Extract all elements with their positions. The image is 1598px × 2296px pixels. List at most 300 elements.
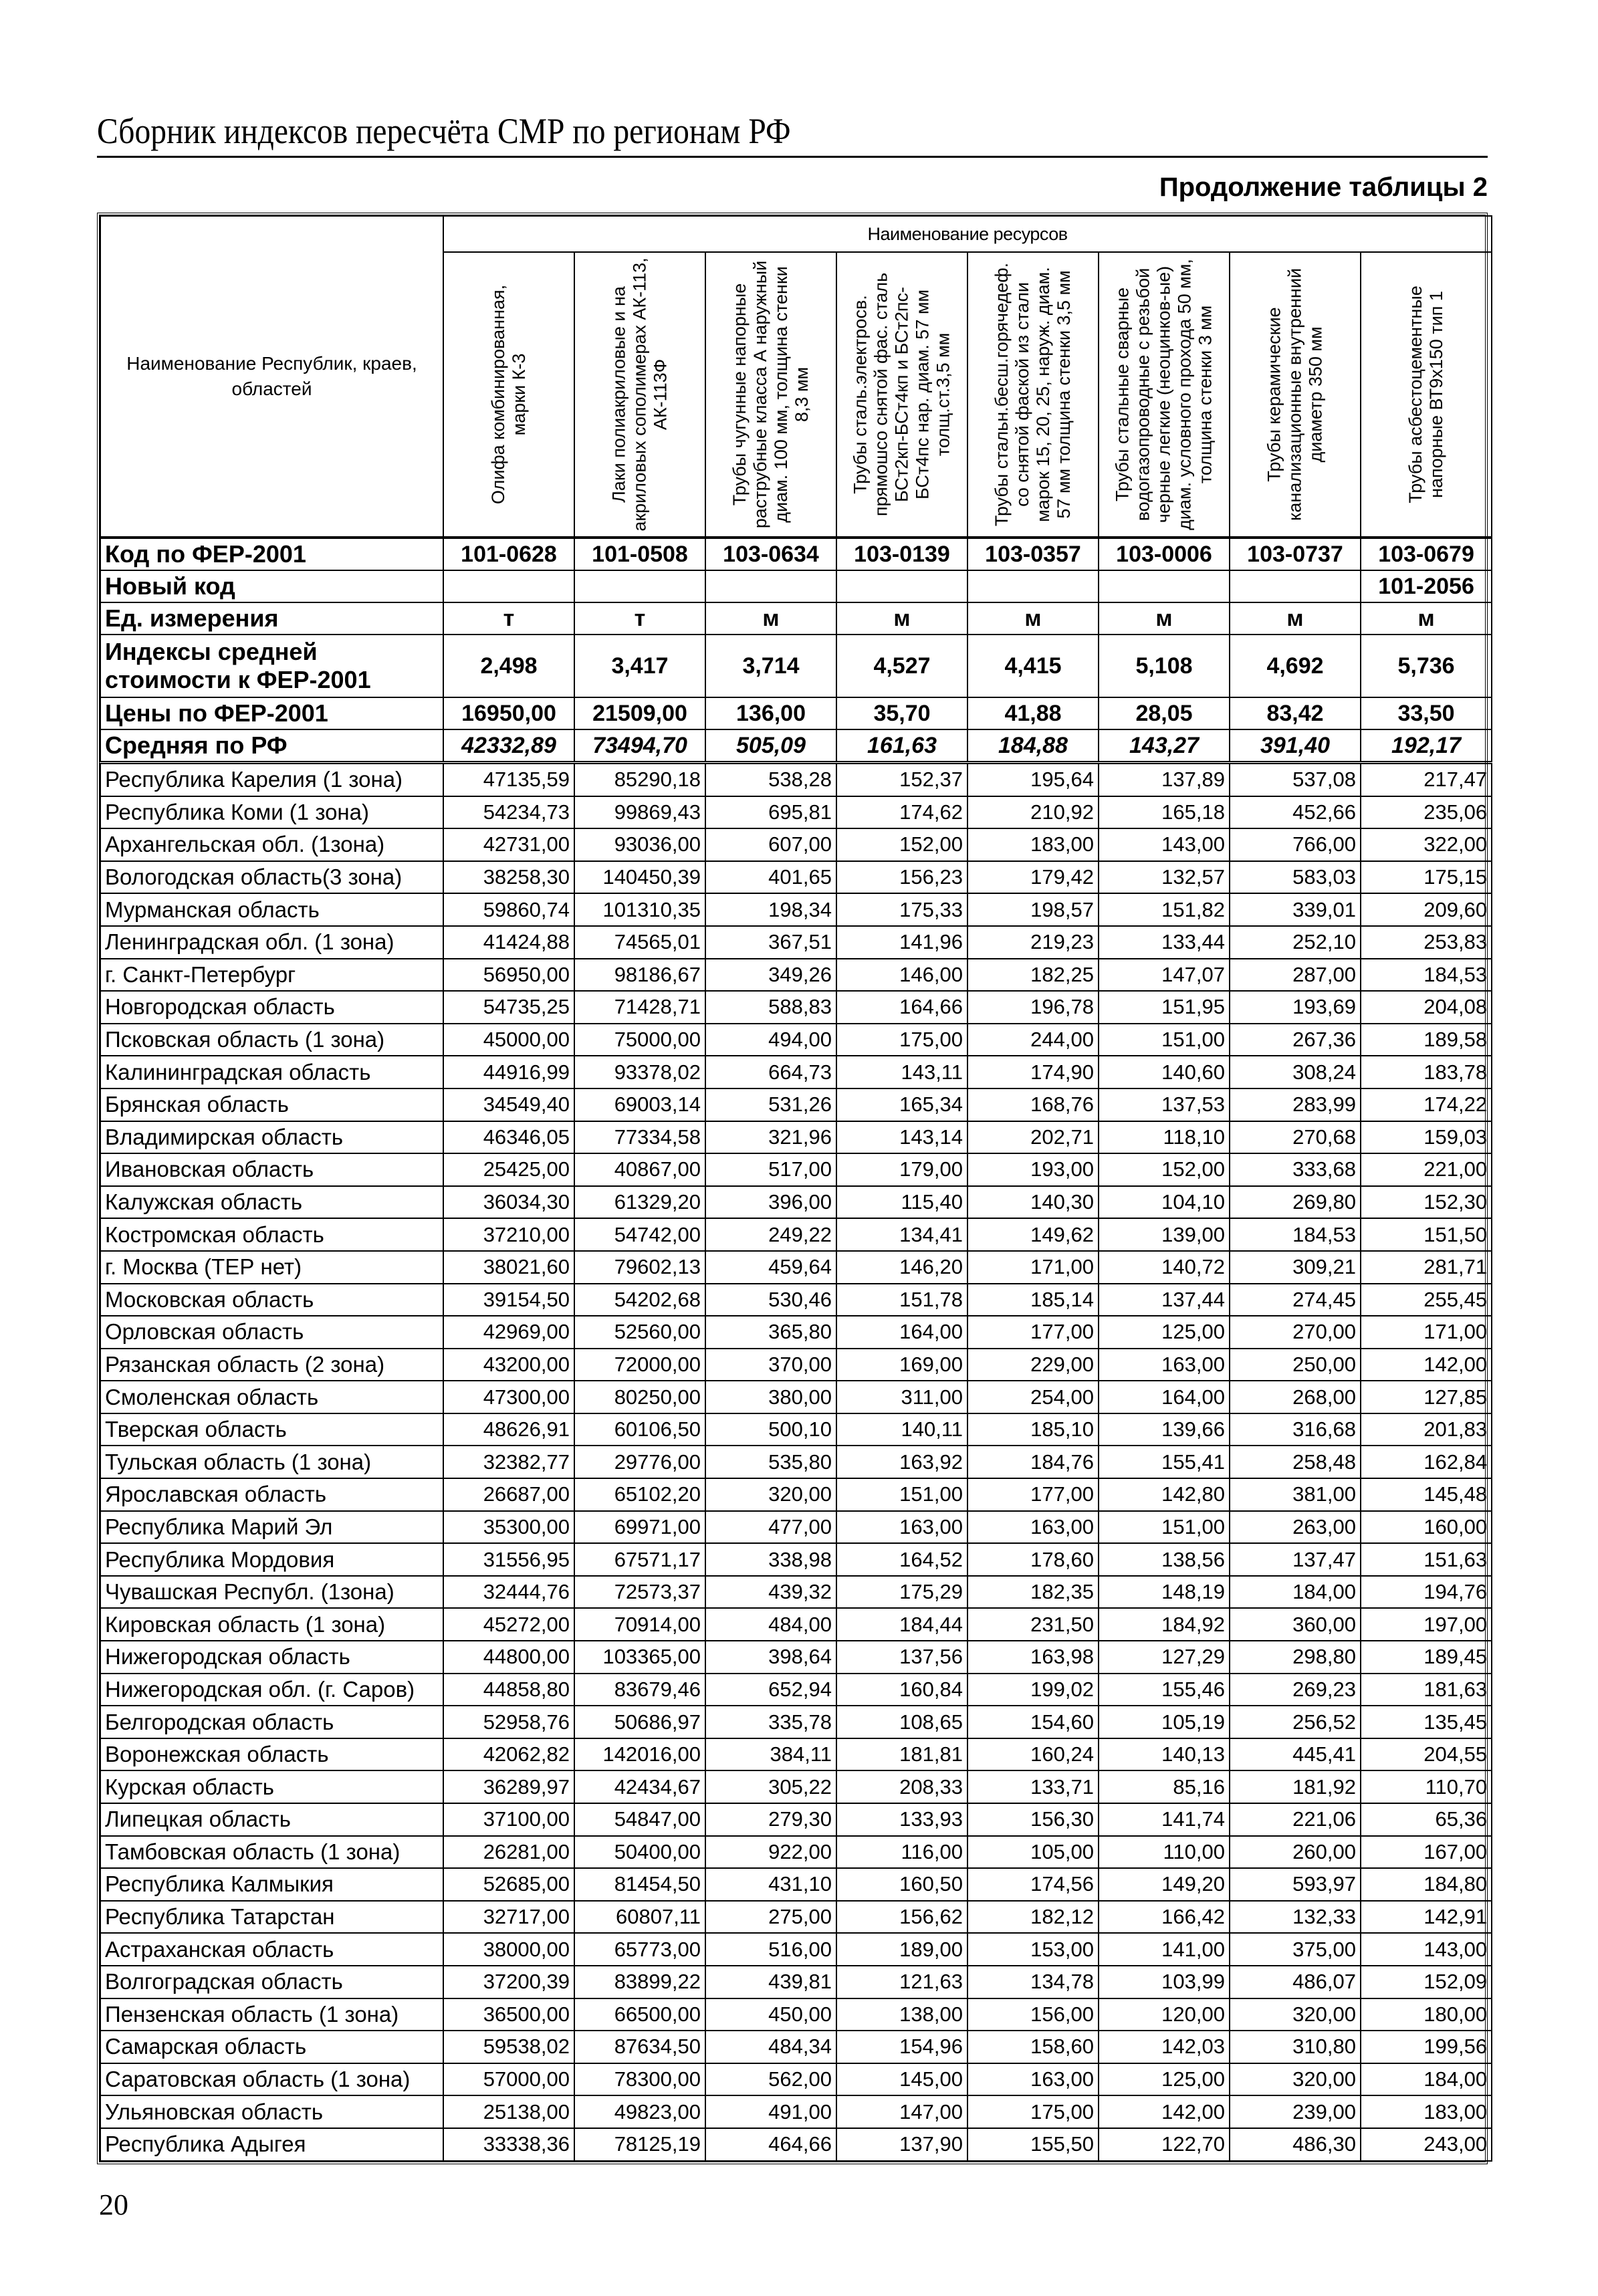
price-cell: 71428,71 (574, 991, 705, 1024)
table-row (100, 1836, 1492, 1869)
price-cell: 165,34 (836, 1088, 967, 1121)
table-row (100, 1803, 1492, 1836)
price-cell: 61329,20 (574, 1186, 705, 1219)
price-cell: 195,64 (967, 763, 1099, 796)
table-row (100, 1576, 1492, 1609)
price-cell: 198,57 (967, 893, 1099, 926)
region-name: Московская область (100, 1284, 443, 1316)
table-row (100, 1316, 1492, 1349)
meta-cell: м (836, 602, 967, 635)
price-cell: 221,00 (1361, 1153, 1492, 1186)
price-cell: 47135,59 (443, 763, 574, 796)
region-name: Рязанская область (2 зона) (100, 1349, 443, 1381)
price-cell: 275,00 (705, 1901, 836, 1934)
price-cell: 41424,88 (443, 926, 574, 959)
table-row (100, 893, 1492, 926)
meta-cell: 16950,00 (443, 697, 574, 729)
price-cell: 333,68 (1230, 1153, 1361, 1186)
region-name: Астраханская область (100, 1933, 443, 1966)
meta-cell (443, 570, 574, 602)
price-cell: 125,00 (1099, 1316, 1230, 1349)
price-cell: 65773,00 (574, 1933, 705, 1966)
price-cell: 142,80 (1099, 1478, 1230, 1511)
price-cell: 267,36 (1230, 1024, 1361, 1056)
price-cell: 153,00 (967, 1933, 1099, 1966)
price-cell: 108,65 (836, 1706, 967, 1738)
price-cell: 54735,25 (443, 991, 574, 1024)
price-cell: 164,00 (1099, 1381, 1230, 1413)
price-cell: 349,26 (705, 959, 836, 992)
price-cell: 44800,00 (443, 1641, 574, 1674)
price-cell: 484,34 (705, 2031, 836, 2063)
price-cell: 439,81 (705, 1966, 836, 1998)
price-cell: 588,83 (705, 991, 836, 1024)
meta-cell: 33,50 (1361, 697, 1492, 729)
price-cell: 154,96 (836, 2031, 967, 2063)
price-cell: 298,80 (1230, 1641, 1361, 1674)
table-row (100, 1284, 1492, 1316)
price-cell: 142,00 (1099, 2095, 1230, 2128)
price-cell: 25138,00 (443, 2095, 574, 2128)
price-cell: 338,98 (705, 1543, 836, 1576)
resource-name: Трубы стальные сварные водогазопроводные с резьбой черные легкие (неоцинков-ые) диам. условного прохода 50 мм, толщина стенки 3 мм (1112, 259, 1216, 530)
meta-cell (574, 570, 705, 602)
meta-cell: 41,88 (967, 697, 1099, 729)
price-cell: 184,80 (1361, 1868, 1492, 1901)
price-cell: 132,57 (1099, 861, 1230, 894)
price-cell: 115,40 (836, 1186, 967, 1219)
price-cell: 42969,00 (443, 1316, 574, 1349)
price-cell: 450,00 (705, 1998, 836, 2031)
price-cell: 140450,39 (574, 861, 705, 894)
meta-cell: 73494,70 (574, 729, 705, 763)
meta-cell: 35,70 (836, 697, 967, 729)
price-cell: 140,11 (836, 1413, 967, 1446)
price-cell: 151,78 (836, 1284, 967, 1316)
price-cell: 133,44 (1099, 926, 1230, 959)
table-row (100, 1381, 1492, 1413)
price-cell: 196,78 (967, 991, 1099, 1024)
price-cell: 486,07 (1230, 1966, 1361, 1998)
meta-cell: 103-0139 (836, 538, 967, 570)
price-cell: 202,71 (967, 1121, 1099, 1154)
meta-cell: 505,09 (705, 729, 836, 763)
price-cell: 165,18 (1099, 796, 1230, 829)
price-cell: 59538,02 (443, 2031, 574, 2063)
price-cell: 160,24 (967, 1738, 1099, 1771)
price-cell: 184,00 (1361, 2063, 1492, 2096)
price-cell: 201,83 (1361, 1413, 1492, 1446)
table-row (100, 1413, 1492, 1446)
table-row (100, 1218, 1492, 1251)
price-cell: 120,00 (1099, 1998, 1230, 2031)
price-cell: 25425,00 (443, 1153, 574, 1186)
region-name: Псковская область (1 зона) (100, 1024, 443, 1056)
price-cell: 135,45 (1361, 1706, 1492, 1738)
table-row (100, 1933, 1492, 1966)
price-cell: 163,00 (836, 1511, 967, 1544)
price-cell: 401,65 (705, 861, 836, 894)
price-cell: 219,23 (967, 926, 1099, 959)
price-cell: 209,60 (1361, 893, 1492, 926)
table-row (100, 2031, 1492, 2063)
meta-cell: м (1230, 602, 1361, 635)
price-cell: 154,60 (967, 1706, 1099, 1738)
price-cell: 69971,00 (574, 1511, 705, 1544)
price-cell: 54847,00 (574, 1803, 705, 1836)
price-cell: 398,64 (705, 1641, 836, 1674)
unit-row (100, 602, 1492, 635)
price-index-row (100, 635, 1492, 697)
price-cell: 193,69 (1230, 991, 1361, 1024)
price-cell: 60807,11 (574, 1901, 705, 1934)
table-row (100, 1543, 1492, 1576)
table-row (100, 796, 1492, 829)
region-name: Республика Карелия (1 зона) (100, 763, 443, 796)
meta-cell: м (967, 602, 1099, 635)
price-cell: 151,00 (1099, 1024, 1230, 1056)
meta-cell: 4,415 (967, 635, 1099, 697)
price-cell: 208,33 (836, 1770, 967, 1803)
price-cell: 184,53 (1230, 1218, 1361, 1251)
price-cell: 244,00 (967, 1024, 1099, 1056)
row-label: Индексы средней стоимости к ФЕР-2001 (100, 635, 443, 697)
price-cell: 163,00 (967, 2063, 1099, 2096)
price-cell: 375,00 (1230, 1933, 1361, 1966)
header-rule (97, 156, 1488, 158)
table-row (100, 1738, 1492, 1771)
price-cell: 134,41 (836, 1218, 967, 1251)
price-cell: 83899,22 (574, 1966, 705, 1998)
price-cell: 147,00 (836, 2095, 967, 2128)
price-cell: 145,00 (836, 2063, 967, 2096)
region-name: Пензенская область (1 зона) (100, 1998, 443, 2031)
price-cell: 210,92 (967, 796, 1099, 829)
regional-index-table (100, 215, 1492, 2162)
table-row (100, 1770, 1492, 1803)
region-name: Саратовская область (1 зона) (100, 2063, 443, 2096)
meta-cell: 83,42 (1230, 697, 1361, 729)
table-row (100, 1511, 1492, 1544)
table-row (100, 1641, 1492, 1674)
price-cell: 254,00 (967, 1381, 1099, 1413)
table-row (100, 2095, 1492, 2128)
price-cell: 184,92 (1099, 1608, 1230, 1641)
price-cell: 229,00 (967, 1349, 1099, 1381)
price-cell: 32444,76 (443, 1576, 574, 1609)
price-cell: 339,01 (1230, 893, 1361, 926)
price-cell: 181,81 (836, 1738, 967, 1771)
region-column-header: Наименование Республик, краев, областей (100, 216, 443, 538)
meta-cell: 2,498 (443, 635, 574, 697)
price-cell: 81454,50 (574, 1868, 705, 1901)
price-cell: 174,56 (967, 1868, 1099, 1901)
table-row (100, 2128, 1492, 2161)
row-label: Код по ФЕР-2001 (100, 538, 443, 570)
price-cell: 380,00 (705, 1381, 836, 1413)
resource-column-header (967, 252, 1099, 538)
price-cell: 531,26 (705, 1088, 836, 1121)
page-header: Сборник индексов пересчёта СМР по регионам РФ (97, 111, 791, 151)
meta-cell: 184,88 (967, 729, 1099, 763)
meta-cell: 28,05 (1099, 697, 1230, 729)
price-cell: 194,76 (1361, 1576, 1492, 1609)
price-cell: 48626,91 (443, 1413, 574, 1446)
price-cell: 181,63 (1361, 1674, 1492, 1706)
resource-column-header (1099, 252, 1230, 538)
price-cell: 381,00 (1230, 1478, 1361, 1511)
price-cell: 151,95 (1099, 991, 1230, 1024)
region-name: Ивановская область (100, 1153, 443, 1186)
price-cell: 184,00 (1230, 1576, 1361, 1609)
price-cell: 535,80 (705, 1446, 836, 1478)
region-name: Ленинградская обл. (1 зона) (100, 926, 443, 959)
meta-cell: 103-0357 (967, 538, 1099, 570)
price-cell: 36500,00 (443, 1998, 574, 2031)
price-cell: 152,00 (1099, 1153, 1230, 1186)
price-cell: 75000,00 (574, 1024, 705, 1056)
meta-rows (100, 538, 1492, 763)
price-cell: 87634,50 (574, 2031, 705, 2063)
price-cell: 137,90 (836, 2128, 967, 2161)
price-cell: 152,00 (836, 828, 967, 861)
region-name: Калужская область (100, 1186, 443, 1219)
price-cell: 538,28 (705, 763, 836, 796)
price-cell: 239,00 (1230, 2095, 1361, 2128)
price-cell: 664,73 (705, 1056, 836, 1088)
price-cell: 360,00 (1230, 1608, 1361, 1641)
price-cell: 137,47 (1230, 1543, 1361, 1576)
price-cell: 139,00 (1099, 1218, 1230, 1251)
price-cell: 133,93 (836, 1803, 967, 1836)
price-cell: 69003,14 (574, 1088, 705, 1121)
price-cell: 77334,58 (574, 1121, 705, 1154)
meta-cell: 136,00 (705, 697, 836, 729)
price-cell: 162,84 (1361, 1446, 1492, 1478)
price-cell: 607,00 (705, 828, 836, 861)
price-cell: 182,25 (967, 959, 1099, 992)
resource-name: Трубы стальн.бесш.горячедеф. со снятой фаской из стали марок 15, 20, 25, наруж. диам. 57 мм толщина стенки 3,5 мм (992, 262, 1074, 527)
price-cell: 38021,60 (443, 1251, 574, 1284)
region-name: Владимирская область (100, 1121, 443, 1154)
price-cell: 167,00 (1361, 1836, 1492, 1869)
meta-cell: 42332,89 (443, 729, 574, 763)
price-cell: 79602,13 (574, 1251, 705, 1284)
price-cell: 168,76 (967, 1088, 1099, 1121)
price-cell: 85,16 (1099, 1770, 1230, 1803)
table-row (100, 1088, 1492, 1121)
price-cell: 56950,00 (443, 959, 574, 992)
region-name: Самарская область (100, 2031, 443, 2063)
table-row (100, 959, 1492, 992)
price-cell: 143,00 (1361, 1933, 1492, 1966)
price-cell: 310,80 (1230, 2031, 1361, 2063)
price-cell: 166,42 (1099, 1901, 1230, 1934)
meta-cell (1099, 570, 1230, 602)
price-cell: 184,76 (967, 1446, 1099, 1478)
price-cell: 44858,80 (443, 1674, 574, 1706)
price-cell: 593,97 (1230, 1868, 1361, 1901)
price-cell: 39154,50 (443, 1284, 574, 1316)
meta-cell: 4,692 (1230, 635, 1361, 697)
price-cell: 37100,00 (443, 1803, 574, 1836)
price-cell: 26687,00 (443, 1478, 574, 1511)
price-cell: 103365,00 (574, 1641, 705, 1674)
price-cell: 142,00 (1361, 1349, 1492, 1381)
price-cell: 253,83 (1361, 926, 1492, 959)
price-cell: 143,14 (836, 1121, 967, 1154)
price-cell: 164,00 (836, 1316, 967, 1349)
price-cell: 26281,00 (443, 1836, 574, 1869)
price-cell: 47300,00 (443, 1381, 574, 1413)
price-cell: 530,46 (705, 1284, 836, 1316)
price-cell: 42062,82 (443, 1738, 574, 1771)
page-number: 20 (99, 2188, 128, 2221)
price-cell: 335,78 (705, 1706, 836, 1738)
meta-cell: 103-0679 (1361, 538, 1492, 570)
region-name: Вологодская область(3 зона) (100, 861, 443, 894)
region-name: Ярославская область (100, 1478, 443, 1511)
price-cell: 183,00 (967, 828, 1099, 861)
price-cell: 178,60 (967, 1543, 1099, 1576)
region-name: Воронежская область (100, 1738, 443, 1771)
price-cell: 105,19 (1099, 1706, 1230, 1738)
meta-cell: 3,417 (574, 635, 705, 697)
price-cell: 118,10 (1099, 1121, 1230, 1154)
table-row (100, 1024, 1492, 1056)
price-cell: 140,60 (1099, 1056, 1230, 1088)
price-cell: 464,66 (705, 2128, 836, 2161)
resource-column-header (574, 252, 705, 538)
price-cell: 156,23 (836, 861, 967, 894)
table-row (100, 1349, 1492, 1381)
price-cell: 287,00 (1230, 959, 1361, 992)
price-cell: 163,00 (967, 1511, 1099, 1544)
price-cell: 138,00 (836, 1998, 967, 2031)
price-cell: 477,00 (705, 1511, 836, 1544)
price-cell: 174,62 (836, 796, 967, 829)
region-name: Белгородская область (100, 1706, 443, 1738)
region-name: Республика Коми (1 зона) (100, 796, 443, 829)
table-row (100, 1998, 1492, 2031)
price-cell: 160,84 (836, 1674, 967, 1706)
table-row (100, 1966, 1492, 1998)
table-row (100, 1901, 1492, 1934)
price-cell: 235,06 (1361, 796, 1492, 829)
price-cell: 270,68 (1230, 1121, 1361, 1154)
price-cell: 54742,00 (574, 1218, 705, 1251)
price-cell: 122,70 (1099, 2128, 1230, 2161)
meta-cell: м (1361, 602, 1492, 635)
meta-cell: т (443, 602, 574, 635)
price-cell: 198,34 (705, 893, 836, 926)
region-name: Липецкая область (100, 1803, 443, 1836)
price-cell: 36289,97 (443, 1770, 574, 1803)
price-cell: 322,00 (1361, 828, 1492, 861)
price-cell: 500,10 (705, 1413, 836, 1446)
region-rows (100, 763, 1492, 2161)
price-cell: 256,52 (1230, 1706, 1361, 1738)
price-cell: 143,00 (1099, 828, 1230, 861)
resource-column-header (1361, 252, 1492, 538)
price-cell: 164,66 (836, 991, 967, 1024)
price-cell: 45000,00 (443, 1024, 574, 1056)
region-name: Тверская область (100, 1413, 443, 1446)
price-cell: 152,30 (1361, 1186, 1492, 1219)
region-name: Костромская область (100, 1218, 443, 1251)
price-cell: 181,92 (1230, 1770, 1361, 1803)
price-cell: 54234,73 (443, 796, 574, 829)
price-cell: 65102,20 (574, 1478, 705, 1511)
meta-cell: 101-0628 (443, 538, 574, 570)
price-cell: 141,74 (1099, 1803, 1230, 1836)
price-cell: 311,00 (836, 1381, 967, 1413)
price-cell: 274,45 (1230, 1284, 1361, 1316)
table-row (100, 1706, 1492, 1738)
price-cell: 193,00 (967, 1153, 1099, 1186)
price-cell: 72000,00 (574, 1349, 705, 1381)
price-cell: 93036,00 (574, 828, 705, 861)
meta-cell (705, 570, 836, 602)
region-name: Нижегородская обл. (г. Саров) (100, 1674, 443, 1706)
price-cell: 160,00 (1361, 1511, 1492, 1544)
price-cell: 174,22 (1361, 1088, 1492, 1121)
price-cell: 38258,30 (443, 861, 574, 894)
price-cell: 36034,30 (443, 1186, 574, 1219)
meta-cell (836, 570, 967, 602)
table-row (100, 2063, 1492, 2096)
price-cell: 321,96 (705, 1121, 836, 1154)
price-cell: 305,22 (705, 1770, 836, 1803)
price-cell: 189,00 (836, 1933, 967, 1966)
region-name: Республика Адыгея (100, 2128, 443, 2161)
price-cell: 147,07 (1099, 959, 1230, 992)
price-cell: 116,00 (836, 1836, 967, 1869)
price-cell: 184,53 (1361, 959, 1492, 992)
price-cell: 110,00 (1099, 1836, 1230, 1869)
price-cell: 459,64 (705, 1251, 836, 1284)
price-cell: 177,00 (967, 1478, 1099, 1511)
region-name: Смоленская область (100, 1381, 443, 1413)
meta-cell: 21509,00 (574, 697, 705, 729)
price-cell: 175,00 (967, 2095, 1099, 2128)
row-label: Цены по ФЕР-2001 (100, 697, 443, 729)
price-cell: 204,55 (1361, 1738, 1492, 1771)
price-cell: 269,23 (1230, 1674, 1361, 1706)
meta-cell: 5,736 (1361, 635, 1492, 697)
price-cell: 67571,17 (574, 1543, 705, 1576)
price-cell: 74565,01 (574, 926, 705, 959)
price-cell: 221,06 (1230, 1803, 1361, 1836)
price-cell: 49823,00 (574, 2095, 705, 2128)
resource-name: Трубы асбестоцементные напорные ВТ9х150 тип 1 (1405, 285, 1447, 503)
resources-group-header: Наименование ресурсов (443, 216, 1492, 252)
price-cell: 260,00 (1230, 1836, 1361, 1869)
region-name: Новгородская область (100, 991, 443, 1024)
price-cell: 183,78 (1361, 1056, 1492, 1088)
rf-average-row (100, 729, 1492, 763)
price-cell: 139,66 (1099, 1413, 1230, 1446)
row-label: Новый код (100, 570, 443, 602)
resource-name: Лаки полиакриловые и на акриловых сополимерах АК-113, АК-113Ф (608, 257, 671, 532)
resource-column-header (836, 252, 967, 538)
price-cell: 517,00 (705, 1153, 836, 1186)
region-name: Республика Калмыкия (100, 1868, 443, 1901)
price-cell: 320,00 (1230, 2063, 1361, 2096)
price-cell: 152,09 (1361, 1966, 1492, 1998)
price-cell: 142016,00 (574, 1738, 705, 1771)
new-code-row (100, 570, 1492, 602)
